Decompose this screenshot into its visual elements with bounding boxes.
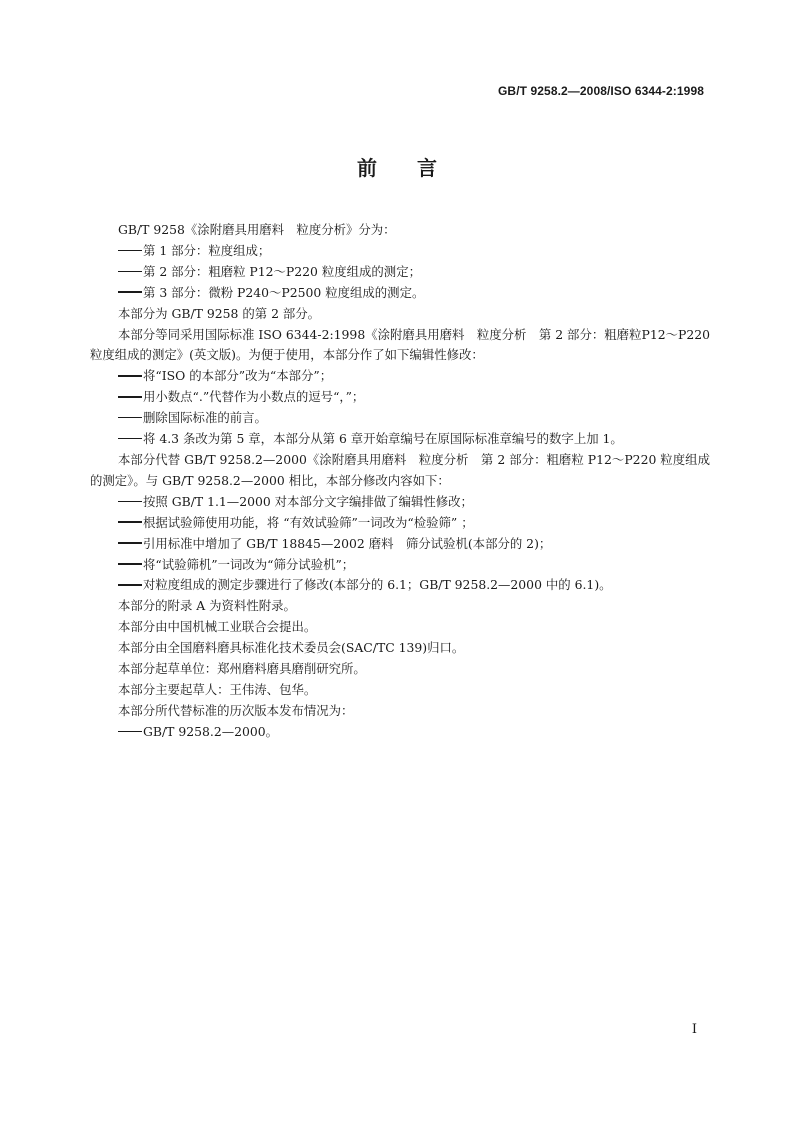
foreword-body — [90, 220, 710, 743]
paragraph-text: 引用标准中增加了 GB/T 18845—2002 磨料 筛分试验机(本部分的 2)； — [143, 535, 552, 551]
page-title: 前 言 — [357, 156, 437, 180]
paragraph-text: 第 2 部分：粗磨粒 P12～P220 粒度组成的测定； — [143, 263, 421, 279]
paragraph-text: 本部分代替 GB/T 9258.2—2000《涂附磨具用磨料 粒度分析 第 2 部分：粗磨粒 P12～P220 粒度组成的测定》。与 GB/T 9258.2—2000 相比，本部分修改内容如下： — [90, 451, 710, 488]
em-dash-bullet — [118, 417, 142, 419]
list-item — [90, 513, 710, 534]
paragraph-text: GB/T 9258.2—2000。 — [143, 723, 279, 739]
paragraph-text: 本部分所代替标准的历次版本发布情况为： — [118, 702, 354, 718]
paragraph — [90, 596, 710, 617]
paragraph — [90, 325, 710, 367]
em-dash-bullet — [118, 375, 142, 377]
paragraph-text: 本部分由全国磨料磨具标准化技术委员会(SAC/TC 139)归口。 — [118, 640, 465, 656]
paragraph-text: 本部分主要起草人：王伟涛、包华。 — [118, 681, 317, 697]
list-item — [90, 283, 710, 304]
paragraph-text: 本部分的附录 A 为资料性附录。 — [118, 598, 296, 614]
em-dash-bullet — [118, 271, 142, 273]
list-item — [90, 408, 710, 429]
em-dash-bullet — [118, 542, 142, 544]
em-dash-bullet — [118, 584, 142, 586]
em-dash-bullet — [118, 438, 142, 440]
paragraph-text: 删除国际标准的前言。 — [143, 410, 267, 426]
em-dash-bullet — [118, 250, 142, 252]
paragraph-text: 本部分等同采用国际标准 ISO 6344-2:1998《涂附磨具用磨料 粒度分析 第 2 部分：粗磨粒P12～P220粒度组成的测定》(英文版)。为便于使用，本部分作了如下编辑性修改： — [90, 326, 710, 363]
paragraph — [90, 680, 710, 701]
paragraph — [90, 701, 710, 722]
list-item — [90, 575, 710, 596]
list-item — [90, 262, 710, 283]
list-item — [90, 241, 710, 262]
paragraph-text: 本部分为 GB/T 9258 的第 2 部分。 — [118, 305, 321, 321]
em-dash-bullet — [118, 731, 142, 733]
paragraph-text: 本部分起草单位：郑州磨料磨具磨削研究所。 — [118, 661, 366, 677]
paragraph-text: 对粒度组成的测定步骤进行了修改(本部分的 6.1；GB/T 9258.2—2000 中的 6.1)。 — [143, 577, 612, 593]
paragraph — [90, 617, 710, 638]
paragraph — [90, 450, 710, 492]
list-item — [90, 722, 710, 743]
paragraph — [90, 220, 710, 241]
paragraph — [90, 638, 710, 659]
em-dash-bullet — [118, 563, 142, 565]
list-item — [90, 555, 710, 576]
em-dash-bullet — [118, 501, 142, 503]
paragraph-text: 将“试验筛机”一词改为“筛分试验机”； — [143, 556, 355, 572]
paragraph-text: 用小数点“.”代替作为小数点的逗号“，”； — [143, 389, 365, 405]
paragraph-text: 第 1 部分：粒度组成； — [143, 242, 271, 258]
em-dash-bullet — [118, 396, 142, 398]
paragraph-text: 按照 GB/T 1.1—2000 对本部分文字编排做了编辑性修改； — [143, 493, 473, 509]
em-dash-bullet — [118, 521, 142, 523]
standard-code-header: GB/T 9258.2—2008/ISO 6344-2:1998 — [498, 84, 704, 98]
paragraph-text: 将 4.3 条改为第 5 章，本部分从第 6 章开始章编号在原国际标准章编号的数字上加 1。 — [143, 431, 623, 447]
paragraph-text: 将“ISO 的本部分”改为“本部分”； — [143, 368, 333, 384]
paragraph-text: 本部分由中国机械工业联合会提出。 — [118, 619, 317, 635]
list-item — [90, 366, 710, 387]
paragraph-text: GB/T 9258《涂附磨具用磨料 粒度分析》分为： — [118, 222, 396, 237]
list-item — [90, 492, 710, 513]
paragraph-text: 根据试验筛使用功能，将 “有效试验筛”一词改为“检验筛” ； — [143, 514, 474, 530]
page-number: I — [691, 1022, 697, 1037]
list-item — [90, 429, 710, 450]
list-item — [90, 534, 710, 555]
paragraph — [90, 659, 710, 680]
list-item — [90, 387, 710, 408]
em-dash-bullet — [118, 291, 142, 293]
paragraph-text: 第 3 部分：微粉 P240～P2500 粒度组成的测定。 — [143, 284, 425, 300]
paragraph — [90, 304, 710, 325]
